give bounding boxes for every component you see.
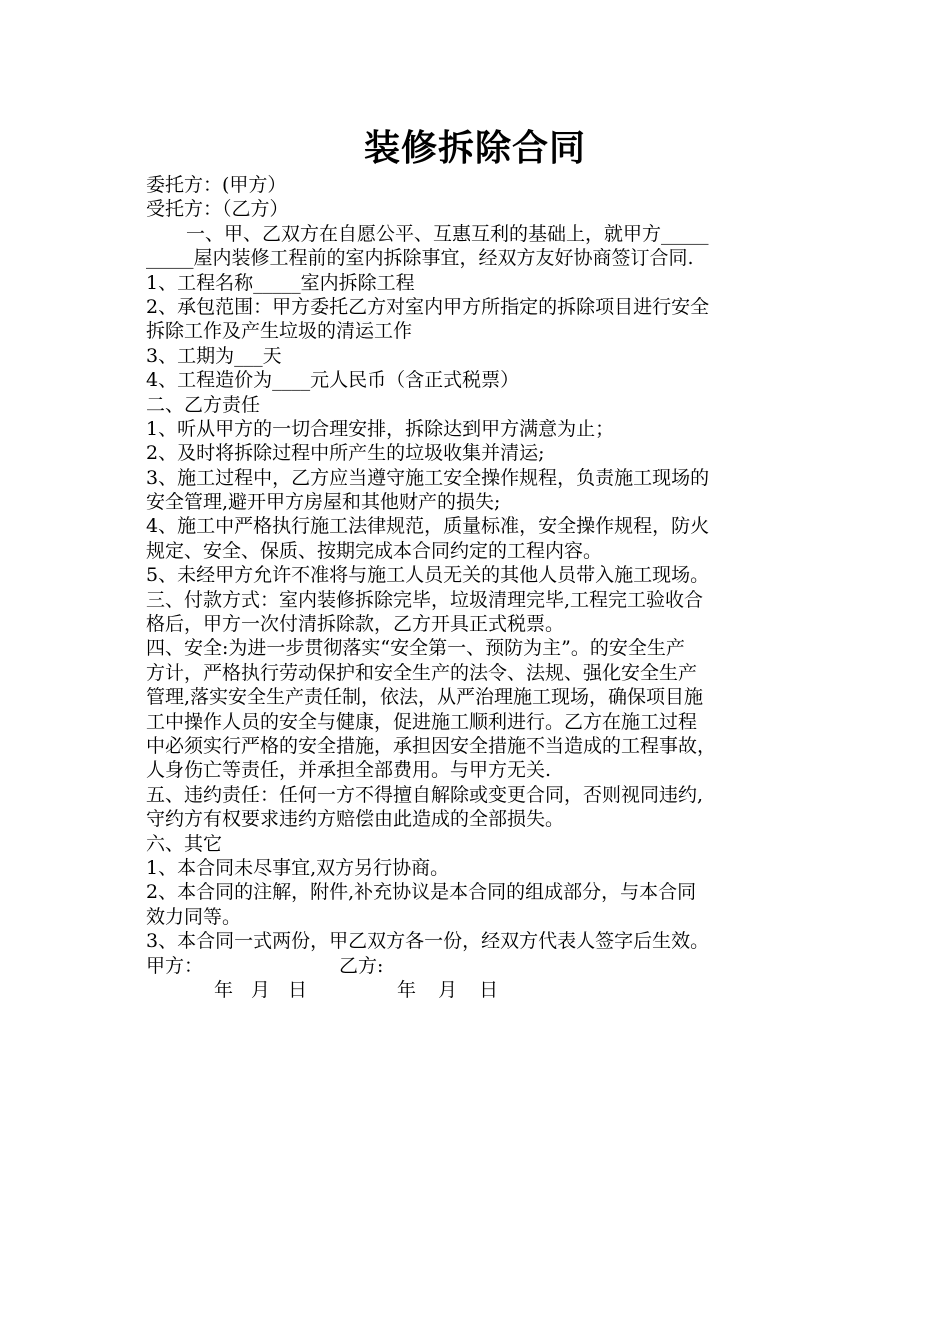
project-name-line: 1、工程名称_____室内拆除工程 <box>146 271 415 294</box>
safety-line: 人身伤亡等责任，并承担全部费用。与甲方无关. <box>146 759 552 782</box>
clause-line: 2、及时将拆除过程中所产生的垃圾收集并清运; <box>146 442 545 465</box>
party-a-year-label: 年 <box>214 978 234 1001</box>
intro-paragraph-line: 一、甲、乙双方在自愿公平、互惠互利的基础上，就甲方_____ <box>186 222 709 245</box>
client-line: 委托方：(甲方） <box>146 174 287 196</box>
clause-line: 规定、安全、保质、按期完成本合同约定的工程内容。 <box>146 539 603 562</box>
safety-line: 管理,落实安全生产责任制，依法，从严治理施工现场，确保项目施 <box>146 686 704 709</box>
misc-line: 效力同等。 <box>146 905 242 928</box>
section-heading: 六、其它 <box>146 832 223 855</box>
misc-line: 1、本合同未尽事宜,双方另行协商。 <box>146 856 450 879</box>
safety-line: 四、安全:为进一步贯彻落实“安全第一、预防为主”。的安全生产 <box>146 637 685 660</box>
duration-line: 3、工期为___天 <box>146 344 282 367</box>
intro-paragraph-line: _____屋内装修工程前的室内拆除事宜，经双方友好协商签订合同. <box>146 247 694 270</box>
safety-line: 方计，严格执行劳动保护和安全生产的法令、法规、强化安全生产 <box>146 661 698 684</box>
clause-line: 4、施工中严格执行施工法律规范，质量标准，安全操作规程，防火 <box>146 515 710 538</box>
contract-body <box>146 173 826 1002</box>
misc-line: 3、本合同一式两份，甲乙双方各一份，经双方代表人签字后生效。 <box>146 930 710 953</box>
clause-line: 3、施工过程中，乙方应当遵守施工安全操作规程，负责施工现场的 <box>146 466 710 489</box>
payment-line: 格后，甲方一次付清拆除款，乙方开具正式税票。 <box>146 613 565 636</box>
party-a-month-label: 月 <box>251 978 271 1001</box>
party-b-year-label: 年 <box>397 978 417 1001</box>
breach-line: 五、违约责任：任何一方不得擅自解除或变更合同，否则视同违约, <box>146 783 704 806</box>
party-a-day-label: 日 <box>288 978 308 1001</box>
section-heading: 二、乙方责任 <box>146 393 261 416</box>
document-title: 装修拆除合同 <box>363 128 586 169</box>
party-a-signature-label: 甲方： <box>146 954 204 977</box>
contractor-line: 受托方：（乙方） <box>146 198 289 221</box>
clause-line: 1、听从甲方的一切合理安排，拆除达到甲方满意为止； <box>146 417 615 440</box>
misc-line: 2、本合同的注解，附件,补充协议是本合同的组成部分，与本合同 <box>146 881 697 904</box>
clause-line: 5、未经甲方允许不准将与施工人员无关的其他人员带入施工现场。 <box>146 564 710 587</box>
safety-line: 中必须实行严格的安全措施，承担因安全措施不当造成的工程事故， <box>146 734 717 757</box>
party-b-signature-label: 乙方: <box>339 954 384 977</box>
signature-line <box>146 954 826 978</box>
cost-line: 4、工程造价为____元人民币（含正式税票） <box>146 369 520 392</box>
clause-line: 安全管理,避开甲方房屋和其他财产的损失; <box>146 491 501 514</box>
payment-line: 三、付款方式：室内装修拆除完毕，垃圾清理完毕,工程完工验收合 <box>146 588 704 611</box>
scope-line: 拆除工作及产生垃圾的清运工作 <box>146 320 413 343</box>
breach-line: 守约方有权要求违约方赔偿由此造成的全部损失。 <box>146 808 565 831</box>
date-line <box>146 978 826 1002</box>
party-b-day-label: 日 <box>479 978 499 1001</box>
scope-line: 2、承包范围：甲方委托乙方对室内甲方所指定的拆除项目进行安全 <box>146 295 710 318</box>
safety-line: 工中操作人员的安全与健康，促进施工顺利进行。乙方在施工过程 <box>146 710 698 733</box>
party-b-month-label: 月 <box>438 978 458 1001</box>
